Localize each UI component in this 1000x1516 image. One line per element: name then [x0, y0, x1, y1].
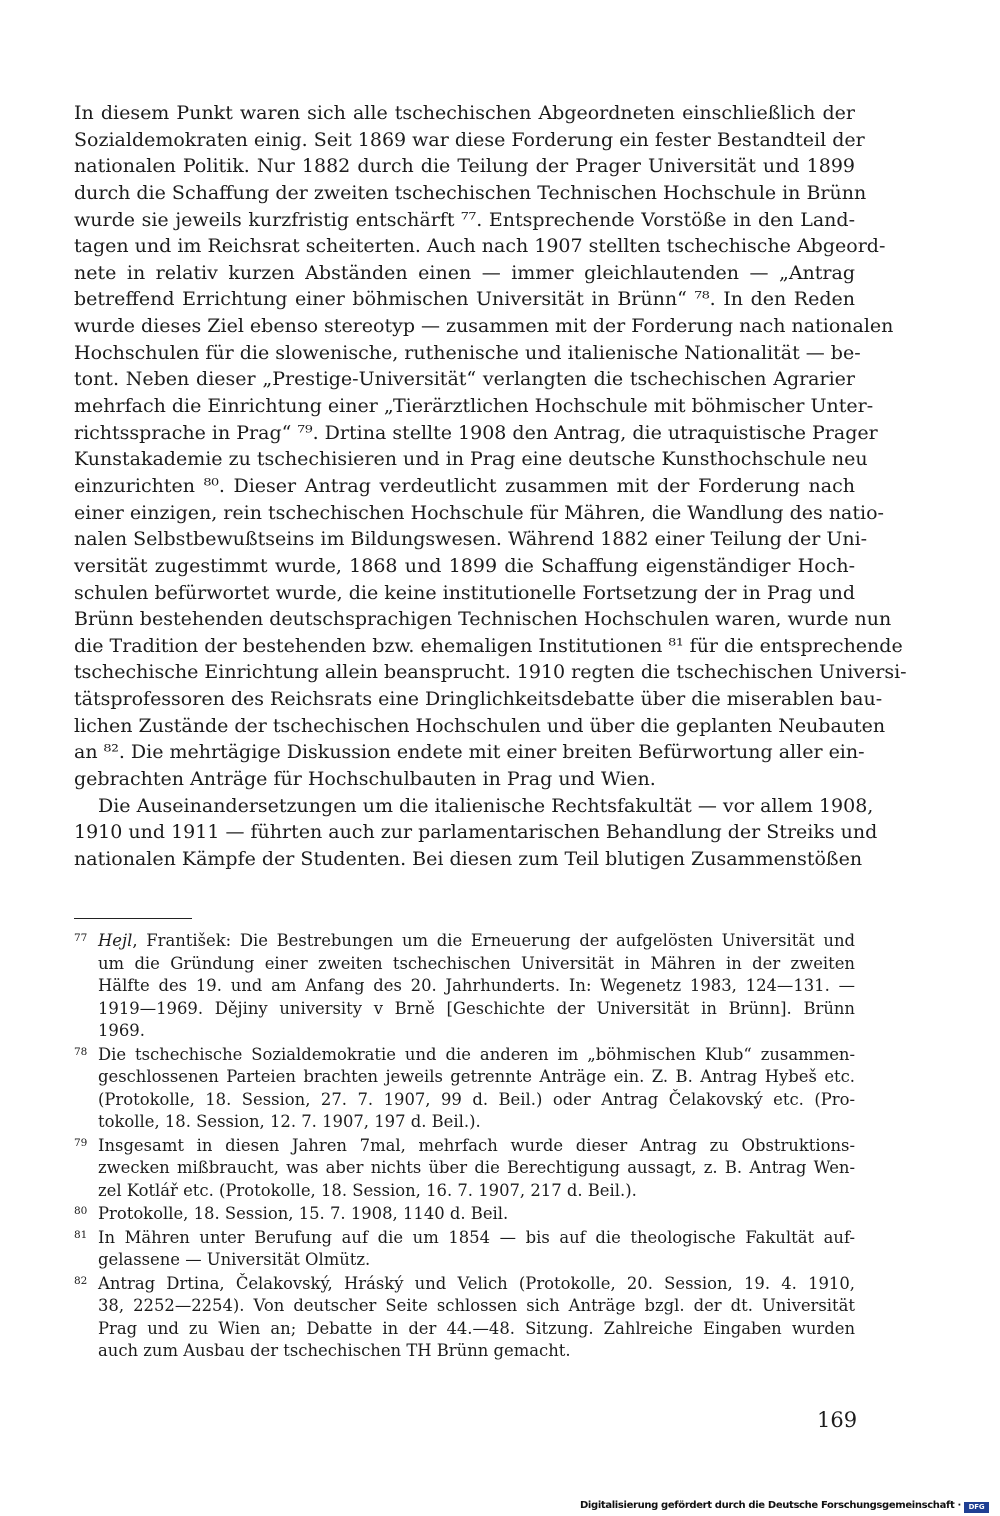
body-line: einzurichten ⁸⁰. Dieser Antrag verdeutlicht zusammen mit der Forderung nach: [74, 474, 855, 497]
body-line: schulen befürwortet wurde, die keine institutionelle Fortsetzung der in Prag und: [74, 581, 855, 604]
body-line: Sozialdemokraten einig. Seit 1869 war diese Forderung ein fester Bestandteil der: [74, 128, 865, 151]
body-line: durch die Schaffung der zweiten tschechischen Technischen Hochschule in Brünn: [74, 181, 867, 204]
body-line: 1910 und 1911 — führten auch zur parlamentarischen Behandlung der Streiks und: [74, 821, 878, 844]
footnote: [74, 930, 855, 1043]
footnote-number: 79: [74, 1136, 88, 1149]
body-text: [74, 100, 907, 873]
body-line: Kunstakademie zu tschechisieren und in Prag eine deutsche Kunsthochschule neu: [74, 448, 868, 471]
digitization-credit: Digitalisierung gefördert durch die Deutsche Forschungsgemeinschaft ·: [579, 1500, 961, 1511]
footnote: [74, 1273, 855, 1363]
body-line: nalen Selbstbewußtseins im Bildungswesen. Während 1882 einer Teilung der Uni-: [74, 528, 868, 551]
body-line: Die Auseinandersetzungen um die italienische Rechtsfakultät — vor allem 1908,: [98, 794, 874, 817]
body-line: gebrachten Anträge für Hochschulbauten in Prag und Wien.: [74, 768, 656, 791]
footnote-line: um die Gründung einer zweiten tschechischen Universität in Mähren in der zweiten: [98, 953, 855, 973]
body-line: einer einzigen, rein tschechischen Hochschule für Mähren, die Wandlung des natio-: [74, 501, 884, 524]
body-line: richtssprache in Prag“ ⁷⁹. Drtina stellte 1908 den Antrag, die utraquistische Prager: [74, 421, 878, 444]
body-line: tont. Neben dieser „Prestige-Universität“ verlangten die tschechischen Agrarier: [74, 368, 855, 391]
footnote-number: 78: [74, 1045, 88, 1058]
footnote-line: (Protokolle, 18. Session, 27. 7. 1907, 99 d. Beil.) oder Antrag Čelakovský etc. (Pro-: [98, 1089, 855, 1109]
footnote-number: 77: [74, 932, 88, 944]
body-line: Hochschulen für die slowenische, ruthenische und italienische Nationalität — be-: [74, 341, 861, 364]
footnote-line: 1919—1969. Dějiny university v Brně [Geschichte der Universität in Brünn]. Brünn: [98, 998, 855, 1018]
footnote-line: gelassene — Universität Olmütz.: [98, 1250, 371, 1269]
footnote-line: zel Kotlář etc. (Protokolle, 18. Session, 16. 7. 1907, 217 d. Beil.).: [98, 1180, 637, 1200]
body-line: lichen Zustände der tschechischen Hochschulen und über die geplanten Neubauten: [74, 714, 886, 737]
footnote: [74, 1135, 855, 1203]
footnote-line: geschlossenen Parteien brachten jeweils getrennte Anträge ein. Z. B. Antrag Hybeš etc.: [98, 1067, 855, 1086]
body-line: tätsprofessoren des Reichsrats eine Dringlichkeitsdebatte über die miserablen bau-: [74, 688, 883, 711]
body-line: mehrfach die Einrichtung einer „Tierärztlichen Hochschule mit böhmischer Unter-: [74, 395, 874, 418]
body-line: betreffend Errichtung einer böhmischen Universität in Brünn“ ⁷⁸. In den Reden: [74, 288, 855, 311]
body-line: In diesem Punkt waren sich alle tschechischen Abgeordneten einschließlich der: [74, 102, 855, 124]
footnote-line: Hejl, František: Die Bestrebungen um die Erneuerung der aufgelösten Universität und: [98, 931, 855, 950]
footnote-number: 81: [74, 1228, 88, 1241]
footnote-line: Hälfte des 19. und am Anfang des 20. Jahrhunderts. In: Wegenetz 1983, 124—131. —: [98, 976, 855, 995]
body-line: wurde dieses Ziel ebenso stereotyp — zusammen mit der Forderung nach nationalen: [74, 315, 894, 338]
body-line: nationalen Politik. Nur 1882 durch die Teilung der Prager Universität und 1899: [74, 155, 855, 178]
footnote-line: In Mähren unter Berufung auf die um 1854 — bis auf die theologische Fakultät auf-: [98, 1227, 855, 1247]
footnote-line: Protokolle, 18. Session, 15. 7. 1908, 1140 d. Beil.: [98, 1204, 509, 1223]
body-line: nationalen Kämpfe der Studenten. Bei diesen zum Teil blutigen Zusammenstößen: [74, 847, 863, 870]
footnote-line: Insgesamt in diesen Jahren 7mal, mehrfach wurde dieser Antrag zu Obstruktions-: [98, 1135, 855, 1155]
footnote-line: tokolle, 18. Session, 12. 7. 1907, 197 d. Beil.).: [98, 1112, 481, 1131]
body-line: wurde sie jeweils kurzfristig entschärft ⁷⁷. Entsprechende Vorstöße in den Land-: [74, 208, 855, 231]
footnote-line: Antrag Drtina, Čelakovský, Hráský und Velich (Protokolle, 20. Session, 19. 4. 1910,: [98, 1273, 855, 1293]
footnote-line: Die tschechische Sozialdemokratie und die anderen im „böhmischen Klub“ zusammen-: [98, 1044, 855, 1064]
body-line: die Tradition der bestehenden bzw. ehemaligen Institutionen ⁸¹ für die entsprechende: [74, 634, 903, 657]
body-line: an ⁸². Die mehrtägige Diskussion endete mit einer breiten Befürwortung aller ein-: [74, 741, 865, 764]
footnote-line: 38, 2252—2254). Von deutscher Seite schlossen sich Anträge bzgl. der dt. Universität: [98, 1296, 855, 1315]
footnote: [74, 1227, 855, 1272]
body-line: tschechische Einrichtung allein beansprucht. 1910 regten die tschechischen Universi-: [74, 661, 907, 684]
body-line: Brünn bestehenden deutschsprachigen Technischen Hochschulen waren, wurde nun: [74, 608, 892, 631]
footnote-line: zwecken mißbraucht, was aber nichts über die Berechtigung aussagt, z. B. Antrag Wen-: [98, 1158, 855, 1177]
page-number: 169: [817, 1408, 858, 1432]
footnote-line: auch zum Ausbau der tschechischen TH Brünn gemacht.: [98, 1341, 571, 1360]
body-line: tagen und im Reichsrat scheiterten. Auch nach 1907 stellten tschechische Abgeord-: [74, 235, 886, 258]
footnotes: [74, 930, 855, 1364]
footnote-number: 80: [74, 1205, 88, 1217]
body-line: versität zugestimmt wurde, 1868 und 1899 die Schaffung eigenständiger Hoch-: [74, 554, 855, 577]
footnote: [74, 1044, 855, 1134]
footnote: [74, 1203, 855, 1226]
footnote-number: 82: [74, 1274, 88, 1287]
dfg-logo: DFG: [964, 1502, 989, 1513]
body-line: nete in relativ kurzen Abständen einen — immer gleichlautenden — „Antrag: [74, 261, 855, 284]
footnote-line: Prag und zu Wien an; Debatte in der 44.—48. Sitzung. Zahlreiche Eingaben wurden: [98, 1318, 855, 1338]
footnote-separator: [74, 918, 192, 919]
footnote-line: 1969.: [98, 1021, 145, 1040]
